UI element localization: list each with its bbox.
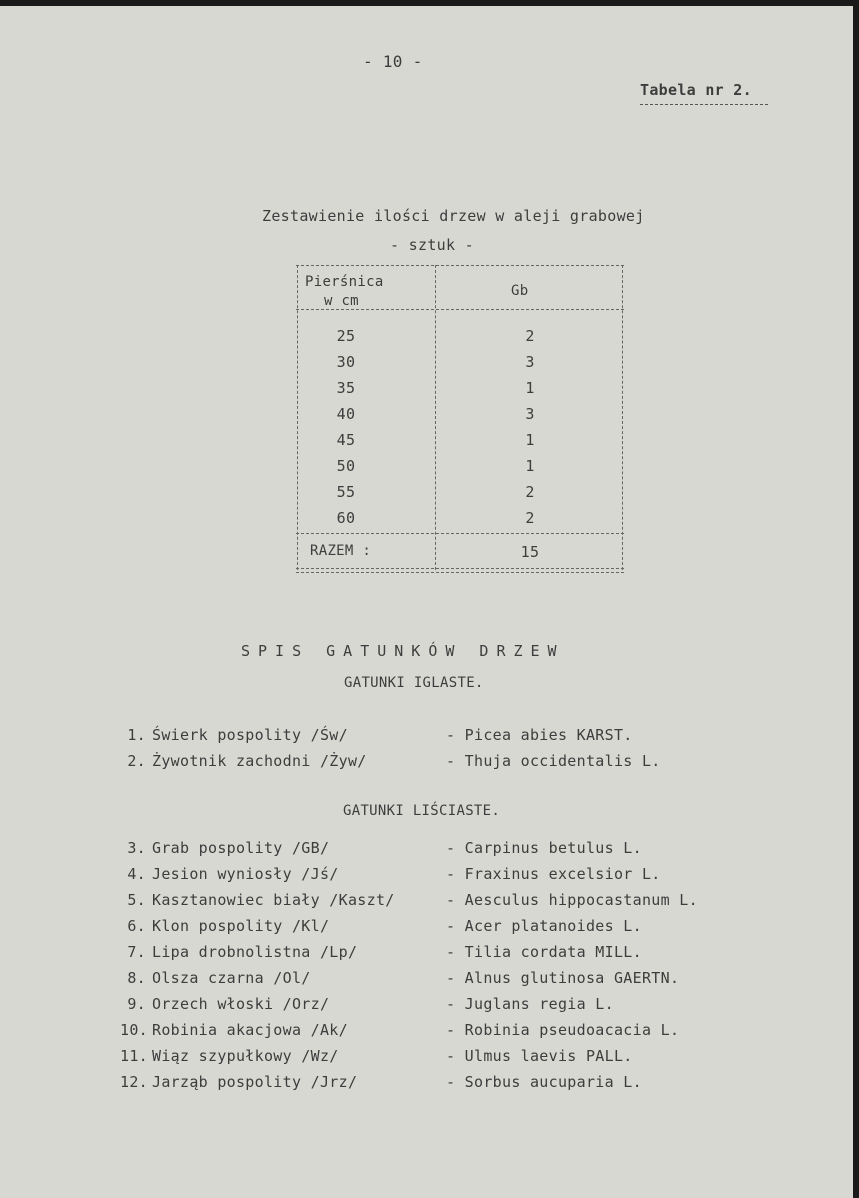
row-diameter: 55 — [336, 483, 356, 501]
species-latin-name: - Ulmus laevis PALL. — [446, 1047, 633, 1065]
document-page — [0, 6, 853, 1198]
species-latin-name: - Juglans regia L. — [446, 995, 614, 1013]
table-border-top — [296, 265, 624, 266]
species-latin-name: - Carpinus betulus L. — [446, 839, 642, 857]
table-border-right — [622, 265, 623, 570]
table-border-bottom-double — [296, 572, 624, 573]
species-number: 8. — [127, 969, 146, 987]
species-number: 3. — [127, 839, 146, 857]
scan-right-edge — [853, 0, 859, 1198]
row-diameter: 40 — [336, 405, 356, 423]
summary-title: Zestawienie ilości drzew w aleji grabowej — [262, 207, 645, 225]
header-species-gb: Gb — [511, 283, 529, 299]
row-count: 3 — [525, 405, 535, 423]
species-polish-name: Lipa drobnolistna /Lp/ — [152, 943, 358, 961]
conifers-heading: GATUNKI IGLASTE. — [344, 675, 484, 691]
species-latin-name: - Sorbus aucuparia L. — [446, 1073, 642, 1091]
summary-unit: - sztuk - — [390, 236, 474, 254]
species-latin-name: - Picea abies KARST. — [446, 726, 633, 744]
species-polish-name: Jesion wyniosły /Jś/ — [152, 865, 339, 883]
species-number: 5. — [127, 891, 146, 909]
species-number: 9. — [127, 995, 146, 1013]
row-count: 2 — [525, 509, 535, 527]
species-latin-name: - Alnus glutinosa GAERTN. — [446, 969, 680, 987]
row-count: 1 — [525, 457, 535, 475]
species-number: 4. — [127, 865, 146, 883]
table-column-divider — [435, 265, 436, 570]
total-label: RAZEM : — [310, 543, 372, 559]
row-diameter: 60 — [336, 509, 356, 527]
species-number: 2. — [127, 752, 146, 770]
species-number: 12. — [120, 1073, 148, 1091]
deciduous-heading: GATUNKI LIŚCIASTE. — [343, 803, 501, 819]
species-number: 11. — [120, 1047, 148, 1065]
species-polish-name: Żywotnik zachodni /Żyw/ — [152, 752, 367, 770]
table-border-bottom — [296, 568, 624, 569]
species-polish-name: Orzech włoski /Orz/ — [152, 995, 330, 1013]
species-polish-name: Świerk pospolity /Św/ — [152, 726, 348, 744]
row-diameter: 45 — [336, 431, 356, 449]
row-diameter: 25 — [336, 327, 356, 345]
species-polish-name: Kasztanowiec biały /Kaszt/ — [152, 891, 395, 909]
species-number: 6. — [127, 917, 146, 935]
row-diameter: 30 — [336, 353, 356, 371]
header-diameter-line2: w cm — [324, 293, 359, 309]
table-label-underline — [640, 104, 768, 105]
species-list-title: SPIS GATUNKÓW DRZEW — [241, 642, 565, 660]
species-polish-name: Olsza czarna /Ol/ — [152, 969, 311, 987]
row-diameter: 50 — [336, 457, 356, 475]
species-latin-name: - Thuja occidentalis L. — [446, 752, 661, 770]
table-border-left — [297, 265, 298, 570]
row-count: 1 — [525, 431, 535, 449]
row-count: 2 — [525, 327, 535, 345]
species-latin-name: - Robinia pseudoacacia L. — [446, 1021, 680, 1039]
species-polish-name: Jarząb pospolity /Jrz/ — [152, 1073, 358, 1091]
species-polish-name: Robinia akacjowa /Ak/ — [152, 1021, 348, 1039]
species-number: 7. — [127, 943, 146, 961]
species-latin-name: - Tilia cordata MILL. — [446, 943, 642, 961]
species-polish-name: Grab pospolity /GB/ — [152, 839, 330, 857]
row-count: 1 — [525, 379, 535, 397]
total-value: 15 — [520, 543, 540, 561]
species-latin-name: - Fraxinus excelsior L. — [446, 865, 661, 883]
row-diameter: 35 — [336, 379, 356, 397]
species-number: 1. — [127, 726, 146, 744]
header-diameter-line1: Pierśnica — [305, 274, 384, 290]
species-latin-name: - Acer platanoides L. — [446, 917, 642, 935]
page-number: - 10 - — [363, 52, 423, 71]
table-header-divider — [296, 309, 624, 310]
row-count: 3 — [525, 353, 535, 371]
species-polish-name: Wiąz szypułkowy /Wz/ — [152, 1047, 339, 1065]
species-polish-name: Klon pospolity /Kl/ — [152, 917, 330, 935]
species-latin-name: - Aesculus hippocastanum L. — [446, 891, 698, 909]
row-count: 2 — [525, 483, 535, 501]
table-total-divider — [296, 533, 624, 534]
species-number: 10. — [120, 1021, 148, 1039]
table-label: Tabela nr 2. — [640, 81, 752, 99]
